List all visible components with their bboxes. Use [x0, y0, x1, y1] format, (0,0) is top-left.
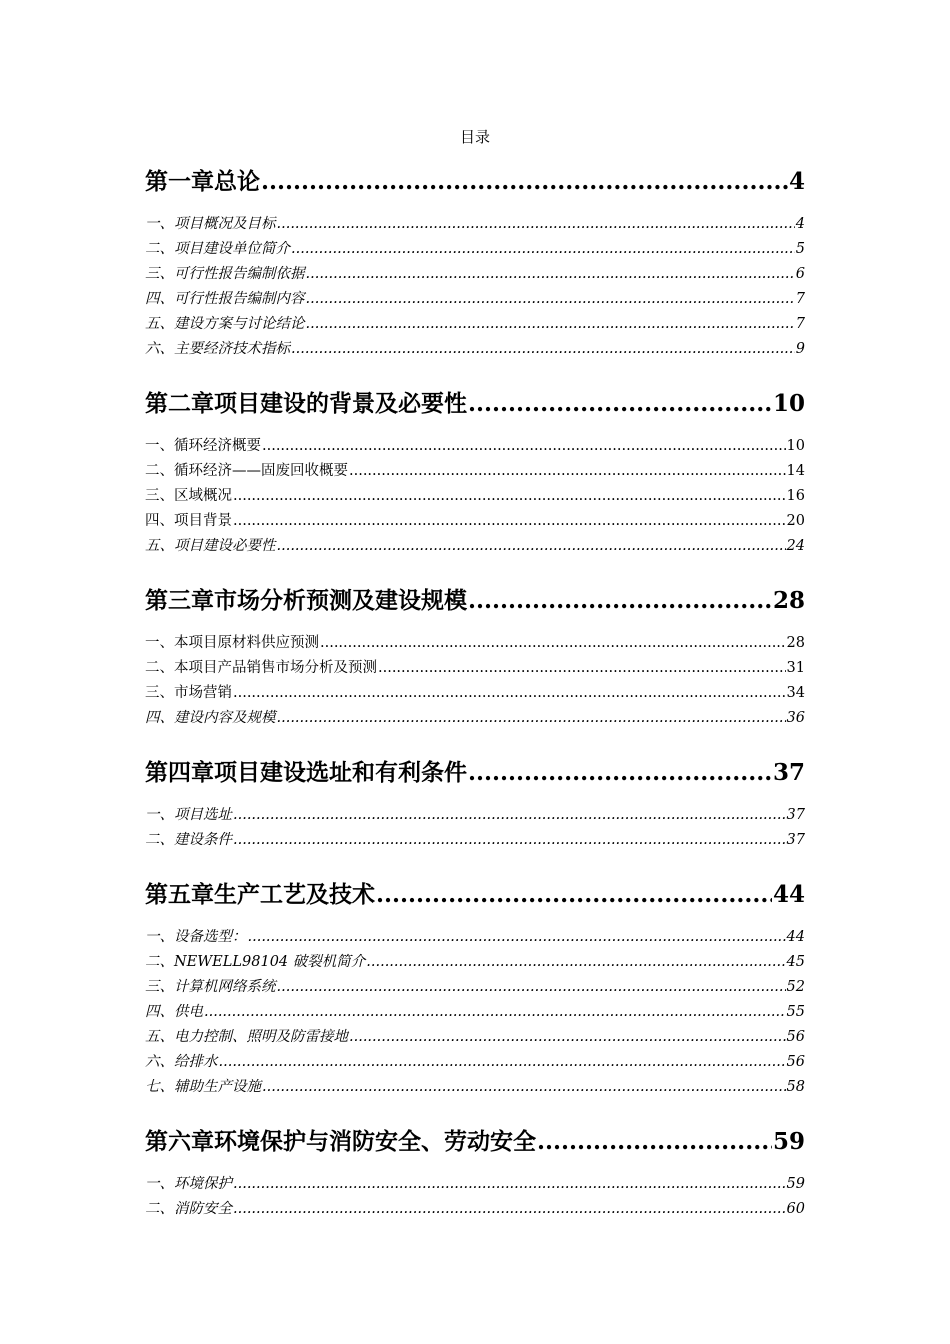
dot-leader	[233, 1197, 786, 1222]
toc-section-list	[145, 925, 805, 1100]
section-title: 四、可行性报告编制内容	[145, 291, 305, 307]
section-page-number: 31	[786, 660, 805, 676]
section-page-number: 7	[795, 316, 805, 332]
toc-section-list	[145, 803, 805, 853]
chapter-page-number: 59	[772, 1128, 805, 1155]
dot-leader	[537, 1124, 772, 1160]
dot-leader	[262, 1075, 786, 1100]
toc-section-entry[interactable]	[145, 706, 805, 731]
toc-section-list	[145, 212, 805, 362]
dot-leader	[233, 681, 786, 706]
toc-section-entry[interactable]	[145, 1172, 805, 1197]
toc-section-entry[interactable]	[145, 312, 805, 337]
section-page-number: 59	[786, 1176, 805, 1192]
chapter-page-number: 10	[772, 390, 805, 417]
toc-section-entry[interactable]	[145, 237, 805, 262]
toc-section-entry[interactable]	[145, 1075, 805, 1100]
toc-section-list	[145, 434, 805, 559]
section-page-number: 37	[786, 807, 805, 823]
section-title: 三、区域概况	[145, 488, 232, 504]
dot-leader	[233, 484, 786, 509]
chapter-page-number: 28	[772, 587, 805, 614]
dot-leader	[291, 237, 795, 262]
toc-chapter-entry[interactable]	[145, 877, 805, 913]
dot-leader	[378, 656, 786, 681]
section-title: 六、给排水	[145, 1054, 218, 1070]
section-title: 二、消防安全	[145, 1201, 232, 1217]
section-title: 七、辅助生产设施	[145, 1079, 261, 1095]
dot-leader	[468, 386, 772, 422]
section-page-number: 36	[786, 710, 805, 726]
toc-section-entry[interactable]	[145, 1197, 805, 1222]
chapter-title: 第五章生产工艺及技术	[145, 881, 375, 908]
section-page-number: 10	[786, 438, 805, 454]
toc-section-entry[interactable]	[145, 459, 805, 484]
dot-leader	[349, 1025, 786, 1050]
section-page-number: 37	[786, 832, 805, 848]
section-title: 一、循环经济概要	[145, 438, 261, 454]
section-page-number: 60	[786, 1201, 805, 1217]
toc-section-entry[interactable]	[145, 803, 805, 828]
toc-section-entry[interactable]	[145, 1000, 805, 1025]
chapter-title: 第二章项目建设的背景及必要性	[145, 390, 467, 417]
section-page-number: 56	[786, 1029, 805, 1045]
dot-leader	[277, 706, 786, 731]
section-title: 五、项目建设必要性	[145, 538, 276, 554]
dot-leader	[277, 212, 795, 237]
section-title: 五、电力控制、照明及防雷接地	[145, 1029, 348, 1045]
section-title: 一、设备选型：	[145, 929, 247, 945]
toc-chapter-entry[interactable]	[145, 1124, 805, 1160]
chapter-title: 第三章市场分析预测及建设规模	[145, 587, 467, 614]
toc-chapter-entry[interactable]	[145, 164, 805, 200]
chapter-page-number: 37	[772, 759, 805, 786]
toc-chapter-entry[interactable]	[145, 386, 805, 422]
section-page-number: 14	[786, 463, 805, 479]
dot-leader	[468, 583, 772, 619]
section-title: 二、NEWELL98104 破裂机简介	[145, 954, 366, 970]
chapter-page-number: 44	[772, 881, 805, 908]
section-title: 一、项目选址	[145, 807, 232, 823]
toc-section-entry[interactable]	[145, 681, 805, 706]
toc-section-entry[interactable]	[145, 975, 805, 1000]
section-title: 六、主要经济技术指标	[145, 341, 290, 357]
toc-section-entry[interactable]	[145, 534, 805, 559]
section-page-number: 44	[786, 929, 805, 945]
toc-section-entry[interactable]	[145, 925, 805, 950]
section-title: 二、建设条件	[145, 832, 232, 848]
dot-leader	[291, 337, 795, 362]
section-title: 二、循环经济——固废回收概要	[145, 463, 348, 479]
toc-section-entry[interactable]	[145, 434, 805, 459]
toc-section-entry[interactable]	[145, 631, 805, 656]
toc-section-entry[interactable]	[145, 828, 805, 853]
dot-leader	[349, 459, 786, 484]
toc-chapter-entry[interactable]	[145, 755, 805, 791]
chapter-title: 第六章环境保护与消防安全、劳动安全	[145, 1128, 536, 1155]
chapter-page-number: 4	[788, 168, 805, 195]
section-page-number: 56	[786, 1054, 805, 1070]
toc-title: 目录	[459, 128, 490, 146]
dot-leader	[320, 631, 786, 656]
section-page-number: 45	[786, 954, 805, 970]
section-page-number: 9	[795, 341, 805, 357]
table-of-contents	[145, 164, 805, 1222]
section-page-number: 20	[786, 513, 805, 529]
toc-section-entry[interactable]	[145, 1050, 805, 1075]
section-page-number: 7	[795, 291, 805, 307]
section-page-number: 6	[795, 266, 805, 282]
section-page-number: 4	[795, 216, 805, 232]
section-page-number: 24	[786, 538, 805, 554]
section-title: 二、项目建设单位简介	[145, 241, 290, 257]
dot-leader	[277, 975, 786, 1000]
dot-leader	[306, 287, 795, 312]
dot-leader	[233, 828, 786, 853]
dot-leader	[262, 434, 786, 459]
toc-section-entry[interactable]	[145, 509, 805, 534]
section-title: 四、项目背景	[145, 513, 232, 529]
dot-leader	[306, 262, 795, 287]
section-page-number: 5	[795, 241, 805, 257]
section-page-number: 16	[786, 488, 805, 504]
toc-chapter-entry[interactable]	[145, 583, 805, 619]
dot-leader	[233, 509, 786, 534]
section-title: 四、供电	[145, 1004, 203, 1020]
dot-leader	[233, 1172, 786, 1197]
dot-leader	[468, 755, 772, 791]
dot-leader	[261, 164, 788, 200]
section-title: 三、可行性报告编制依据	[145, 266, 305, 282]
dot-leader	[248, 925, 786, 950]
section-title: 五、建设方案与讨论结论	[145, 316, 305, 332]
chapter-title: 第一章总论	[145, 168, 260, 195]
section-page-number: 28	[786, 635, 805, 651]
section-page-number: 58	[786, 1079, 805, 1095]
toc-section-entry[interactable]	[145, 262, 805, 287]
section-title: 一、项目概况及目标	[145, 216, 276, 232]
dot-leader	[219, 1050, 786, 1075]
toc-section-entry[interactable]	[145, 212, 805, 237]
dot-leader	[306, 312, 795, 337]
dot-leader	[376, 877, 772, 913]
dot-leader	[204, 1000, 786, 1025]
section-title: 三、市场营销	[145, 685, 232, 701]
toc-section-entry[interactable]	[145, 287, 805, 312]
dot-leader	[277, 534, 786, 559]
section-page-number: 34	[786, 685, 805, 701]
dot-leader	[233, 803, 786, 828]
section-title: 四、建设内容及规模	[145, 710, 276, 726]
section-title: 一、环境保护	[145, 1176, 232, 1192]
toc-section-entry[interactable]	[145, 1025, 805, 1050]
section-title: 二、本项目产品销售市场分析及预测	[145, 660, 377, 676]
toc-section-list	[145, 1172, 805, 1222]
toc-section-list	[145, 631, 805, 731]
section-title: 三、计算机网络系统	[145, 979, 276, 995]
section-page-number: 52	[786, 979, 805, 995]
toc-section-entry[interactable]	[145, 656, 805, 681]
dot-leader	[366, 950, 785, 975]
toc-section-entry[interactable]	[145, 950, 805, 975]
section-title: 一、本项目原材料供应预测	[145, 635, 319, 651]
toc-section-entry[interactable]	[145, 337, 805, 362]
chapter-title: 第四章项目建设选址和有利条件	[145, 759, 467, 786]
section-page-number: 55	[786, 1004, 805, 1020]
toc-section-entry[interactable]	[145, 484, 805, 509]
